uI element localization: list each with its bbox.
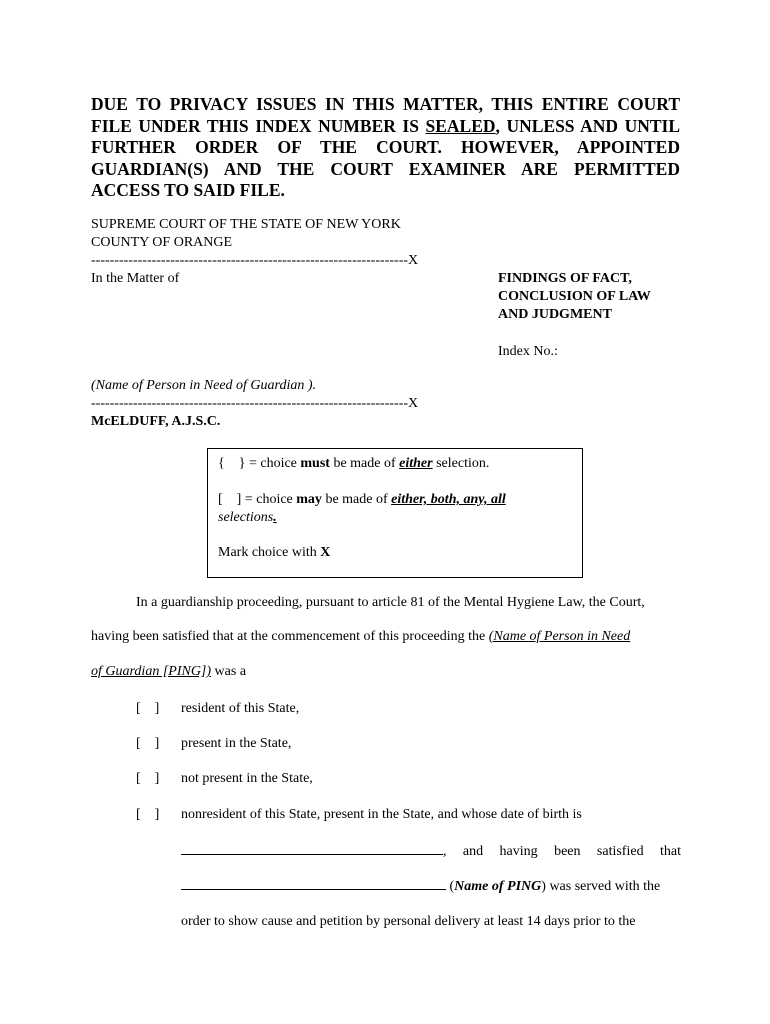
option-checkbox[interactable]: [ ]	[136, 701, 160, 716]
notice-text-cont: , UNLESS AND UNTIL FURTHER ORDER OF THE COURT. HOWEVER, APPOINTED GUARDIAN(S) AND THE COURT EXAMINER ARE PERMITTED ACCESS TO SAID FILE.	[91, 115, 680, 200]
legend-line-may: [ ] = choice may be made of either, both, any, all	[218, 492, 506, 507]
in-the-matter-of: In the Matter of	[91, 271, 180, 286]
sealed-word: SEALED	[425, 115, 496, 136]
option-resident: resident of this State,	[181, 701, 300, 716]
doc-title-line-2: CONCLUSION OF LAW	[498, 289, 651, 304]
index-number: Index No.:	[498, 344, 558, 359]
option-not-present: not present in the State,	[181, 771, 313, 786]
option-checkbox[interactable]: [ ]	[136, 736, 160, 751]
doc-title-line-1: FINDINGS OF FACT,	[498, 271, 632, 286]
legend-line-may-cont: selections.	[218, 510, 277, 525]
option-checkbox[interactable]: [ ]	[136, 771, 160, 786]
body-para-line-1: In a guardianship proceeding, pursuant to article 81 of the Mental Hygiene Law, the Court,	[136, 595, 645, 610]
body-para-line-3: of Guardian [PING]) was a	[91, 664, 247, 679]
ping-name-blank[interactable]	[181, 877, 446, 890]
body-para-line-2: having been satisfied that at the commencement of this proceeding the (Name of Person in Need	[91, 629, 631, 644]
court-name: SUPREME COURT OF THE STATE OF NEW YORK	[91, 217, 401, 232]
option-nonresident: nonresident of this State, present in the State, and whose date of birth is	[181, 807, 582, 822]
continuation-line-1: , and having been satisfied that	[181, 842, 681, 861]
caption-separator-bottom: --------------------------------------------------------------------X	[91, 396, 419, 411]
sealed-notice	[91, 94, 680, 202]
notice-text: DUE TO PRIVACY ISSUES IN THIS MATTER, THIS ENTIRE COURT FILE UNDER THIS INDEX NUMBER IS	[91, 94, 680, 136]
option-present: present in the State,	[181, 736, 292, 751]
date-of-birth-blank[interactable]	[181, 842, 443, 855]
continuation-line-2: ( Name of PING ) was served with the	[181, 877, 681, 896]
option-checkbox[interactable]: [ ]	[136, 807, 160, 822]
judge-name: McELDUFF, A.J.S.C.	[91, 414, 221, 429]
caption-separator-top: --------------------------------------------------------------------X	[91, 253, 419, 268]
person-placeholder: (Name of Person in Need of Guardian ).	[91, 378, 317, 393]
legend-line-mark: Mark choice with X	[218, 545, 331, 560]
county-name: COUNTY OF ORANGE	[91, 235, 233, 250]
legend-line-must: { } = choice must be made of either selection.	[218, 456, 490, 471]
doc-title-line-3: AND JUDGMENT	[498, 307, 612, 322]
continuation-line-3: order to show cause and petition by personal delivery at least 14 days prior to the	[181, 914, 636, 929]
